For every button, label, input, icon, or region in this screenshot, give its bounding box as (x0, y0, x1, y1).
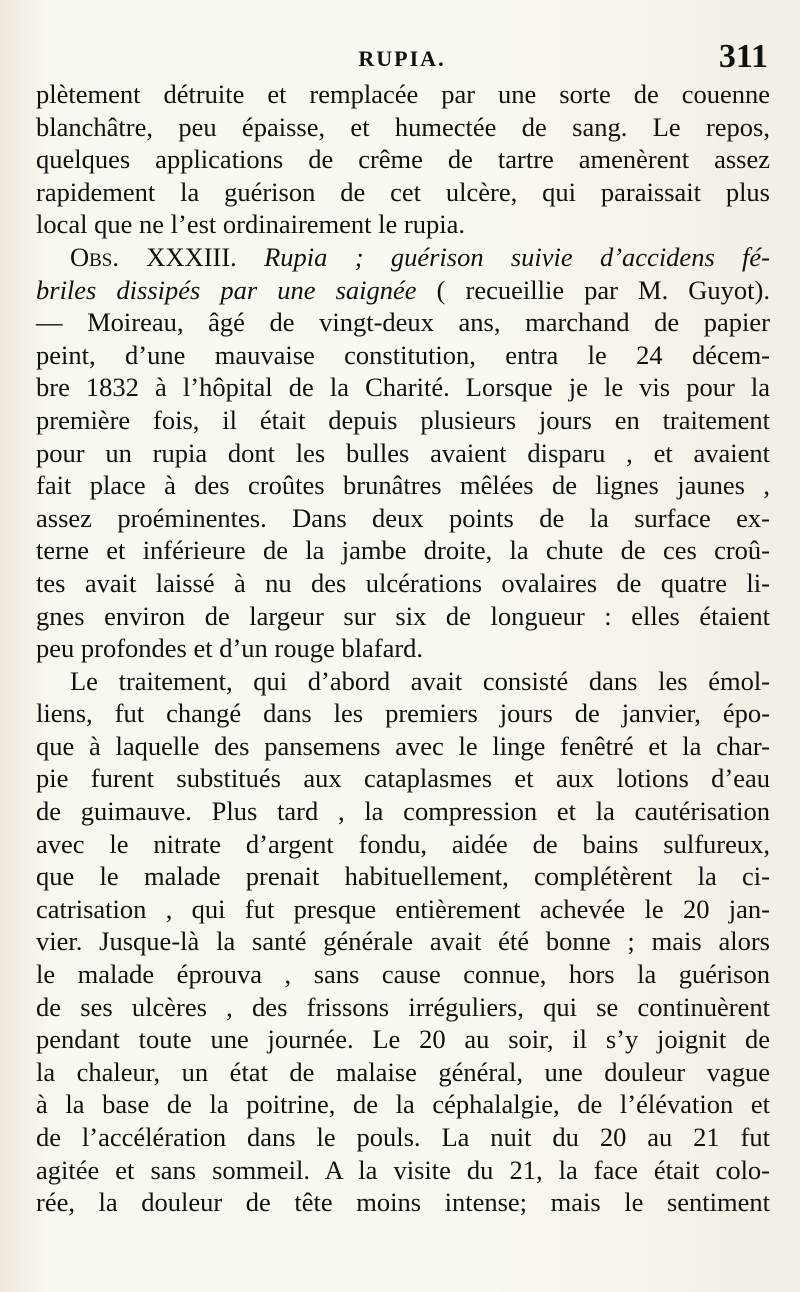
text-line (36, 241, 770, 274)
text-line: liens, fut changé dans les premiers jours de janvier, épo- (36, 698, 770, 729)
observation-label: Obs. XXXIII. (70, 241, 237, 272)
page-number: 311 (718, 38, 768, 75)
text-line: fait place à des croûtes brunâtres mêlées de lignes jaunes , (36, 470, 770, 501)
text-line: pour un rupia dont les bulles avaient disparu , et avaient (36, 437, 770, 468)
text-line: le malade éprouva , sans cause connue, hors la guérison (36, 959, 770, 990)
text-line: de guimauve. Plus tard , la compression et la cautérisation (36, 796, 770, 827)
text-line: terne et inférieure de la jambe droite, la chute de ces croû- (36, 535, 770, 566)
running-title: RUPIA. (358, 46, 446, 71)
text-line: tes avait laissé à nu des ulcérations ovalaires de quatre li- (36, 567, 770, 598)
text-line: que à laquelle des pansemens avec le linge fenêtré et la char- (36, 730, 770, 761)
body-text (36, 78, 770, 1219)
page-header (36, 38, 768, 78)
text-line: de ses ulcères , des frissons irréguliers, qui se continuèrent (36, 991, 770, 1022)
text-line: peint, d’une mauvaise constitution, entra le 24 décem- (36, 339, 770, 370)
text-line: la chaleur, un état de malaise général, une douleur vague (36, 1056, 770, 1087)
text-line: — Moireau, âgé de vingt-deux ans, marchand de papier (36, 307, 770, 338)
text-line: pendant toute une journée. Le 20 au soir, il s’y joignit de (36, 1024, 770, 1055)
observation-title: briles dissipés par une saignée (36, 274, 417, 305)
text-line: de l’accélération dans le pouls. La nuit du 20 au 21 fut (36, 1122, 770, 1152)
text-line: rée, la douleur de tête moins intense; mais le sentiment (36, 1187, 770, 1218)
text-line: gnes environ de largeur sur six de longueur : elles étaient (36, 600, 770, 631)
observation-credit: ( recueillie par M. Guyot). (416, 274, 770, 305)
text-line: pie furent substitués aux cataplasmes et aux lotions d’eau (36, 763, 770, 794)
text-line: quelques applications de crême de tartre amenèrent assez (36, 144, 770, 175)
text-line: bre 1832 à l’hôpital de la Charité. Lorsque je le vis pour la (36, 372, 770, 403)
text-line: agitée et sans sommeil. A la visite du 21, la face était colo- (36, 1154, 770, 1185)
text-line: à la base de la poitrine, de la céphalalgie, de l’élévation et (36, 1089, 770, 1120)
text-line: peu profondes et d’un rouge blafard. (36, 633, 424, 664)
text-line: local que ne l’est ordinairement le rupia. (36, 209, 465, 240)
text-line: blanchâtre, peu épaisse, et humectée de sang. Le repos, (36, 111, 770, 142)
text-line: avec le nitrate d’argent fondu, aidée de bains sulfureux, (36, 828, 770, 859)
text-line: que le malade prenait habituellement, complétèrent la ci- (36, 861, 770, 892)
text-line: première fois, il était depuis plusieurs jours en traitement (36, 404, 770, 435)
text-line (36, 274, 770, 307)
observation-title: Rupia ; guérison suivie d’accidens fé- (236, 241, 771, 272)
text-line: plètement détruite et remplacée par une sorte de couenne (36, 79, 770, 109)
text-line: Le traitement, qui d’abord avait consisté dans les émol- (70, 665, 770, 696)
text-line: vier. Jusque-là la santé générale avait été bonne ; mais alors (36, 926, 770, 957)
text-line: catrisation , qui fut presque entièrement achevée le 20 jan- (36, 893, 770, 924)
text-line: rapidement la guérison de cet ulcère, qui paraissait plus (36, 176, 770, 207)
text-line: assez proéminentes. Dans deux points de la surface ex- (36, 502, 770, 533)
